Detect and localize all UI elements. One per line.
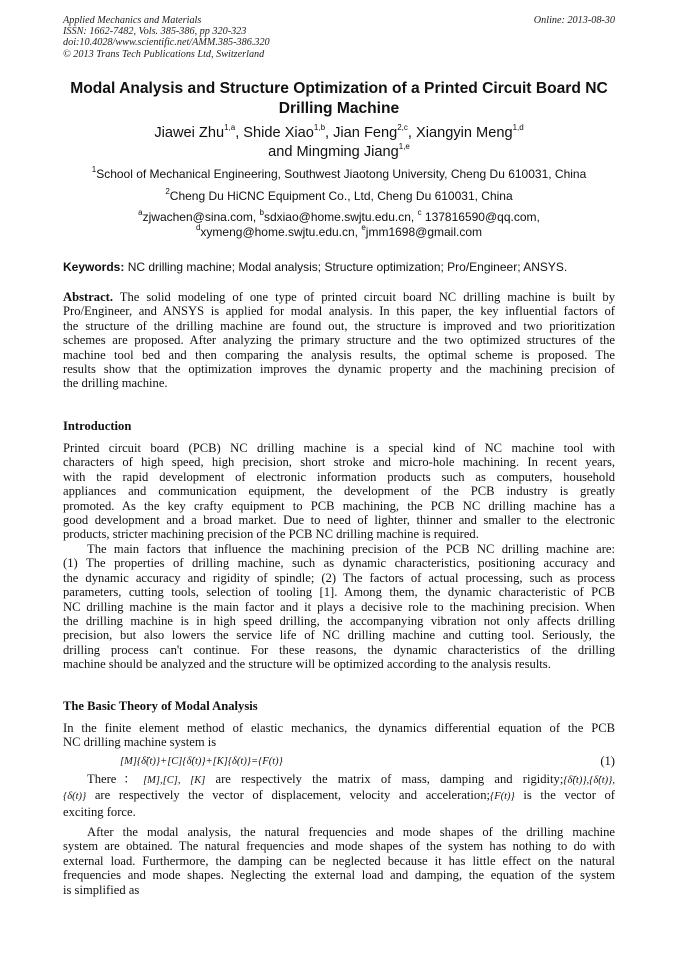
text-fragment: are respectively the matrix of mass, damping and rigidity; [205, 772, 564, 786]
theory-paragraph-2 [63, 772, 615, 819]
abstract-line: the drilling machine. [63, 376, 168, 391]
text-line: system are obtained. The natural frequencies and mode shapes of the system has nothing to do with [63, 839, 615, 854]
equation-1: [M]{δ̈(t)}+[C]{δ̇(t)}+[K]{δ(t)}={F(t)} [120, 756, 283, 767]
text-line: parameters, cutting tools, selection of tooling [1]. Among them, the dynamic characteristic of PCB [63, 585, 615, 600]
keywords [63, 260, 615, 275]
affiliation-2 [40, 189, 638, 204]
email-sup: c [417, 208, 422, 217]
text-fragment: are respectively the vector of displacement, velocity and acceleration; [86, 788, 491, 803]
author-name: and Mingming Jiang [268, 144, 399, 160]
copyright-line: © 2013 Trans Tech Publications Ltd, Switzerland [63, 48, 265, 60]
text-line: external load. Furthermore, the damping can be neglected because it has little effect on the natural [63, 853, 615, 868]
text-line: frequencies and mode shapes. Neglecting the external load and damping, the equation of the system [63, 868, 615, 883]
there-word: There： [87, 772, 144, 786]
keywords-label: Keywords: [63, 260, 125, 274]
email-c[interactable]: 137816590@qq.com, [421, 210, 540, 224]
text-line: After the modal analysis, the natural frequencies and mode shapes of the drilling machine [87, 825, 615, 839]
text-line: machine should be analyzed and the structure will be optimized according to the analysis results. [63, 657, 551, 672]
abstract-line [63, 290, 615, 304]
text-line: appliances and communication equipment, the development of the PCB industry is greatly [63, 484, 615, 499]
abstract [63, 290, 615, 391]
email-sup: a [138, 208, 143, 217]
text-line [63, 788, 615, 804]
email-sup: d [195, 223, 201, 232]
text-line: is simplified as [63, 882, 140, 897]
author-sup: 1,a [224, 123, 236, 133]
intro-paragraph-2 [63, 542, 615, 672]
abstract-line: machine tool bed and then comparing the analysis results, the optimal scheme is proposed. The [63, 347, 615, 362]
text-line: precision, but also lowers the service life of NC drilling machine and cutting tool. Seriously, the [63, 628, 615, 643]
text-fragment: is the vector of [514, 788, 615, 803]
title-line-2: Drilling Machine [278, 100, 400, 117]
aff-sup: 1 [91, 165, 97, 174]
paper-title [50, 79, 628, 119]
author-sup: 1,b [313, 123, 326, 133]
abstract-line: schemes are proposed. After analyzing the primary structure and the two optimized structures of the [63, 333, 615, 348]
text-line: The main factors that influence the machining precision of the PCB NC drilling machine are: [87, 542, 615, 556]
text-line: exciting force. [63, 804, 136, 819]
abstract-text: The solid modeling of one type of printed circuit board NC drilling machine is built by [113, 290, 615, 304]
text-line: NC drilling machine is the main factor and it plays a decisive role to the machining precision. When [63, 599, 615, 614]
doi-line: doi:10.4028/www.scientific.net/AMM.385-386.320 [63, 37, 270, 49]
text-line: Printed circuit board (PCB) NC drilling machine is a special kind of NC machine tool with [63, 441, 615, 455]
keywords-text: NC drilling machine; Modal analysis; Structure optimization; Pro/Engineer; ANSYS. [124, 260, 568, 274]
text-line: drilling process can't continue. For these reasons, the dynamic characteristics of the drilling [63, 642, 615, 657]
issn-line: ISSN: 1662-7482, Vols. 385-386, pp 320-323 [63, 26, 247, 38]
vector-symbols: {δ̈(t)},{δ̇(t)}, [563, 775, 615, 786]
author-sup: 1,d [512, 123, 524, 133]
abstract-label: Abstract. [63, 290, 114, 304]
author-sup: 2,c [397, 123, 408, 133]
text-line: with the rapid development of electronic information products such as computers, household [63, 469, 615, 484]
text-line: promoted. As the key crafty equipment to PCB machining, the PCB NC drilling machine has a [63, 498, 615, 513]
equation-number: (1) [600, 754, 615, 768]
intro-paragraph-1 [63, 441, 615, 542]
text-line: the dynamic accuracy and rigidity of spindle; (2) The factors of actual processing, such as process [63, 570, 615, 585]
author-list [63, 124, 615, 162]
author-name: , Shide Xiao [235, 125, 314, 141]
author-name: , Xiangyin Meng [407, 125, 513, 141]
theory-paragraph-3 [63, 825, 615, 897]
text-line: In the finite element method of elastic mechanics, the dynamics differential equation of the PCB [63, 721, 615, 735]
aff-sup: 2 [165, 187, 170, 196]
author-sup: 1,e [398, 142, 410, 152]
journal-name: Applied Mechanics and Materials [63, 15, 202, 26]
text-line: products, stricter machining precision of the PCB NC drilling machine is required. [63, 527, 479, 542]
aff-text: Cheng Du HiCNC Equipment Co., Ltd, Cheng Du 610031, China [169, 189, 513, 203]
abstract-line: the structure of the drilling machine are found out, the structure is improved and two prioritization [63, 318, 615, 333]
email-e[interactable]: jmm1698@gmail.com [365, 225, 483, 239]
text-line: NC drilling machine system is [63, 735, 217, 750]
force-symbol: {F(t)} [490, 791, 515, 803]
vector-symbol: {δ(t)} [63, 791, 87, 803]
author-name: Jiawei Zhu [154, 125, 225, 141]
email-list [63, 210, 615, 240]
text-line: (1) The properties of drilling machine, such as dynamic characteristics, positioning accuracy and [63, 556, 615, 571]
email-d[interactable]: xymeng@home.swjtu.edu.cn, [200, 225, 362, 239]
affiliation-1 [40, 167, 638, 182]
email-sup: b [259, 208, 264, 217]
matrix-symbols: [M],[C], [K] [143, 775, 206, 786]
online-date: Online: 2013-08-30 [533, 15, 615, 26]
text-line: the drilling machine is in high speed drilling, the accompanying vibration not only affects drilling [63, 614, 615, 629]
title-line-1: Modal Analysis and Structure Optimization of a Printed Circuit Board NC [70, 80, 608, 97]
text-line: good development and a broad market. Due to need of lighter, thinner and smaller to the electronic [63, 513, 615, 528]
section-heading-basic-theory: The Basic Theory of Modal Analysis [63, 699, 258, 713]
text-line: characters of high speed, high precision, short stroke and micro-hole machining. In recent years, [63, 455, 615, 470]
author-name: , Jian Feng [325, 125, 398, 141]
aff-text: School of Mechanical Engineering, Southwest Jiaotong University, Cheng Du 610031, China [96, 167, 587, 181]
section-heading-introduction: Introduction [63, 419, 132, 433]
email-b[interactable]: sdxiao@home.swjtu.edu.cn, [263, 210, 418, 224]
abstract-line: results show that the optimization improves the dynamic property and the machining precision of [63, 362, 615, 377]
email-a[interactable]: zjwachen@sina.com, [142, 210, 260, 224]
email-sup: e [361, 223, 366, 232]
journal-header [63, 15, 270, 60]
abstract-line: Pro/Engineer, and ANSYS is applied for modal analysis. In this paper, the key influential factors of [63, 304, 615, 319]
theory-paragraph-1 [63, 721, 615, 750]
text-line [63, 772, 615, 788]
